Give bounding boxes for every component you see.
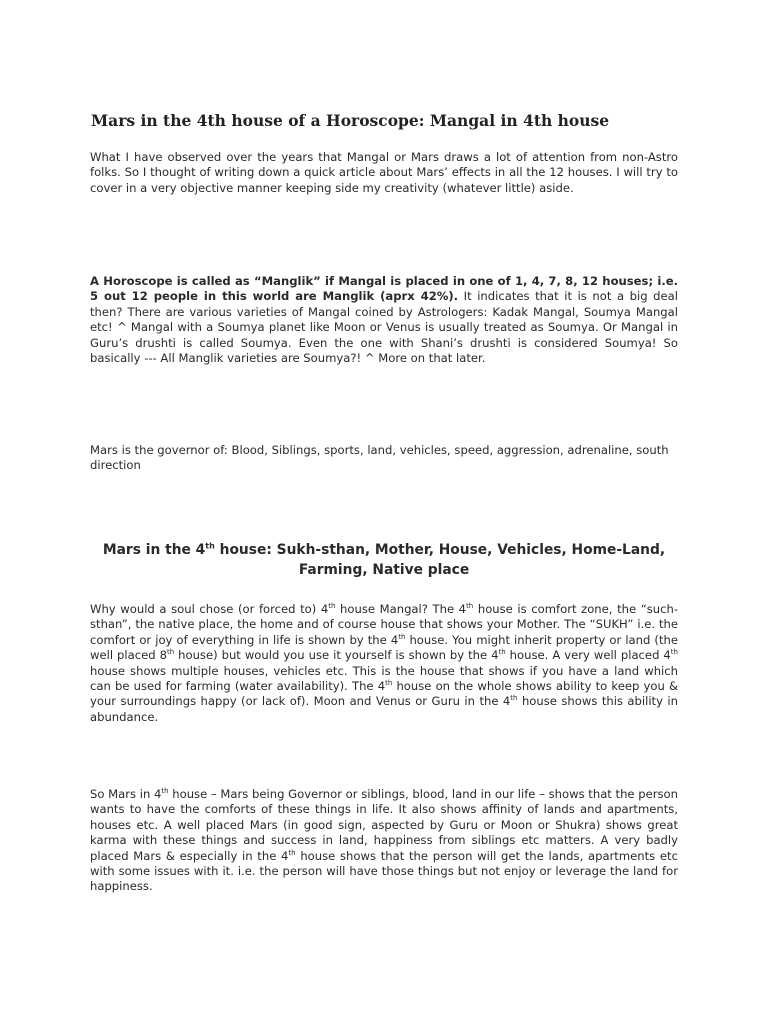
page-title: Mars in the 4th house of a Horoscope: Mangal in 4th house — [91, 111, 610, 130]
section-heading-bold — [103, 542, 272, 558]
section-heading-topics: Sukh-sthan, Mother, House, Vehicles, Home-Land, Farming, Native place — [271, 542, 666, 578]
manglik-bold-text: A Horoscope is called as “Manglik” if Mangal is placed in one of 1, 4, 7, 8, 12 houses; i.e. 5 out 12 people in this world are Manglik (aprx 42%). — [90, 274, 678, 304]
why-text-7: house shows multiple houses, vehicles etc. This is the house that shows if you have a land which can be used for farming (water availability). The 4 — [90, 663, 678, 694]
why-text-6: house. A very well placed 4 — [505, 648, 671, 663]
manglik-rest-text: It indicates that it is not a big deal then? There are various varieties of Mangal coined by Astrologers: Kadak Mangal, Soumya Mangal etc! ^ Mangal with a Soumya planet like Moon or Venus is usually treated as Soumya. Or Mangal in Guru’s drushti is called Soumya. Even the one with Shani’s drushti is considered Soumya! So basically --- All Manglik varieties are Soumya?! ^ More on that later. — [90, 289, 678, 366]
heading-sup: th — [205, 541, 215, 551]
ordinal-sup: th — [670, 648, 678, 657]
governor-paragraph: Mars is the governor of: Blood, Siblings, sports, land, vehicles, speed, aggression, adrenaline, south direction — [90, 443, 669, 473]
why-text-1: Why would a soul chose (or forced to) 4 — [90, 602, 329, 616]
ordinal-sup: th — [510, 694, 518, 703]
manglik-paragraph — [90, 274, 678, 366]
ordinal-sup: th — [166, 648, 175, 657]
ordinal-sup: th — [161, 787, 169, 796]
so-text-1: So Mars in 4 — [90, 787, 162, 801]
ordinal-sup: th — [288, 848, 296, 857]
heading-suffix: house: — [214, 542, 272, 558]
why-text-4: house. You might inherit property or land (the well placed 8 — [90, 632, 678, 663]
ordinal-sup: th — [466, 602, 474, 611]
why-text-5: house) but would you use it yourself is shown by the 4 — [174, 648, 499, 663]
intro-paragraph: What I have observed over the years that Mangal or Mars draws a lot of attention from non-Astro folks. So I thought of writing down a quick article about Mars’ effects in all the 12 houses. I will try to cover in a very objective manner keeping side my creativity (whatever little) aside. — [90, 150, 678, 195]
why-text-3: house is comfort zone, the “such-sthan”, the native place, the home and of course house that shows your Mother. The “SUKH” i.e. the comfort or joy of everything in life is shown by the 4 — [90, 602, 679, 647]
ordinal-sup: th — [328, 602, 336, 611]
why-paragraph — [90, 602, 678, 725]
ordinal-sup: th — [398, 632, 406, 641]
why-text-2: house Mangal? The 4 — [335, 602, 467, 616]
why-text-9: house shows this ability in abundance. — [90, 694, 678, 724]
why-text-8: house on the whole shows ability to keep you & your surroundings happy (or lack of). Moon and Venus or Guru in the 4 — [90, 679, 678, 709]
so-text-3: house shows that the person will get the lands, apartments etc with some issues with it. i.e. the person will have those things but not enjoy or leverage the land for happiness. — [90, 848, 678, 894]
heading-prefix: Mars in the 4 — [102, 542, 206, 558]
section-heading — [90, 540, 678, 580]
ordinal-sup: th — [498, 648, 506, 657]
ordinal-sup: th — [385, 679, 393, 688]
so-paragraph — [90, 787, 678, 895]
so-text-2: house – Mars being Governor or siblings, blood, land in our life – shows that the person wants to have the comforts of these things in life. It also shows affinity of lands and apartments, houses etc. A well placed Mars (in good sign, aspected by Guru or Moon or Shukra) shows great karma with these things and success in land, happiness from siblings etc matters. A very badly placed Mars & especially in the 4 — [90, 787, 678, 863]
